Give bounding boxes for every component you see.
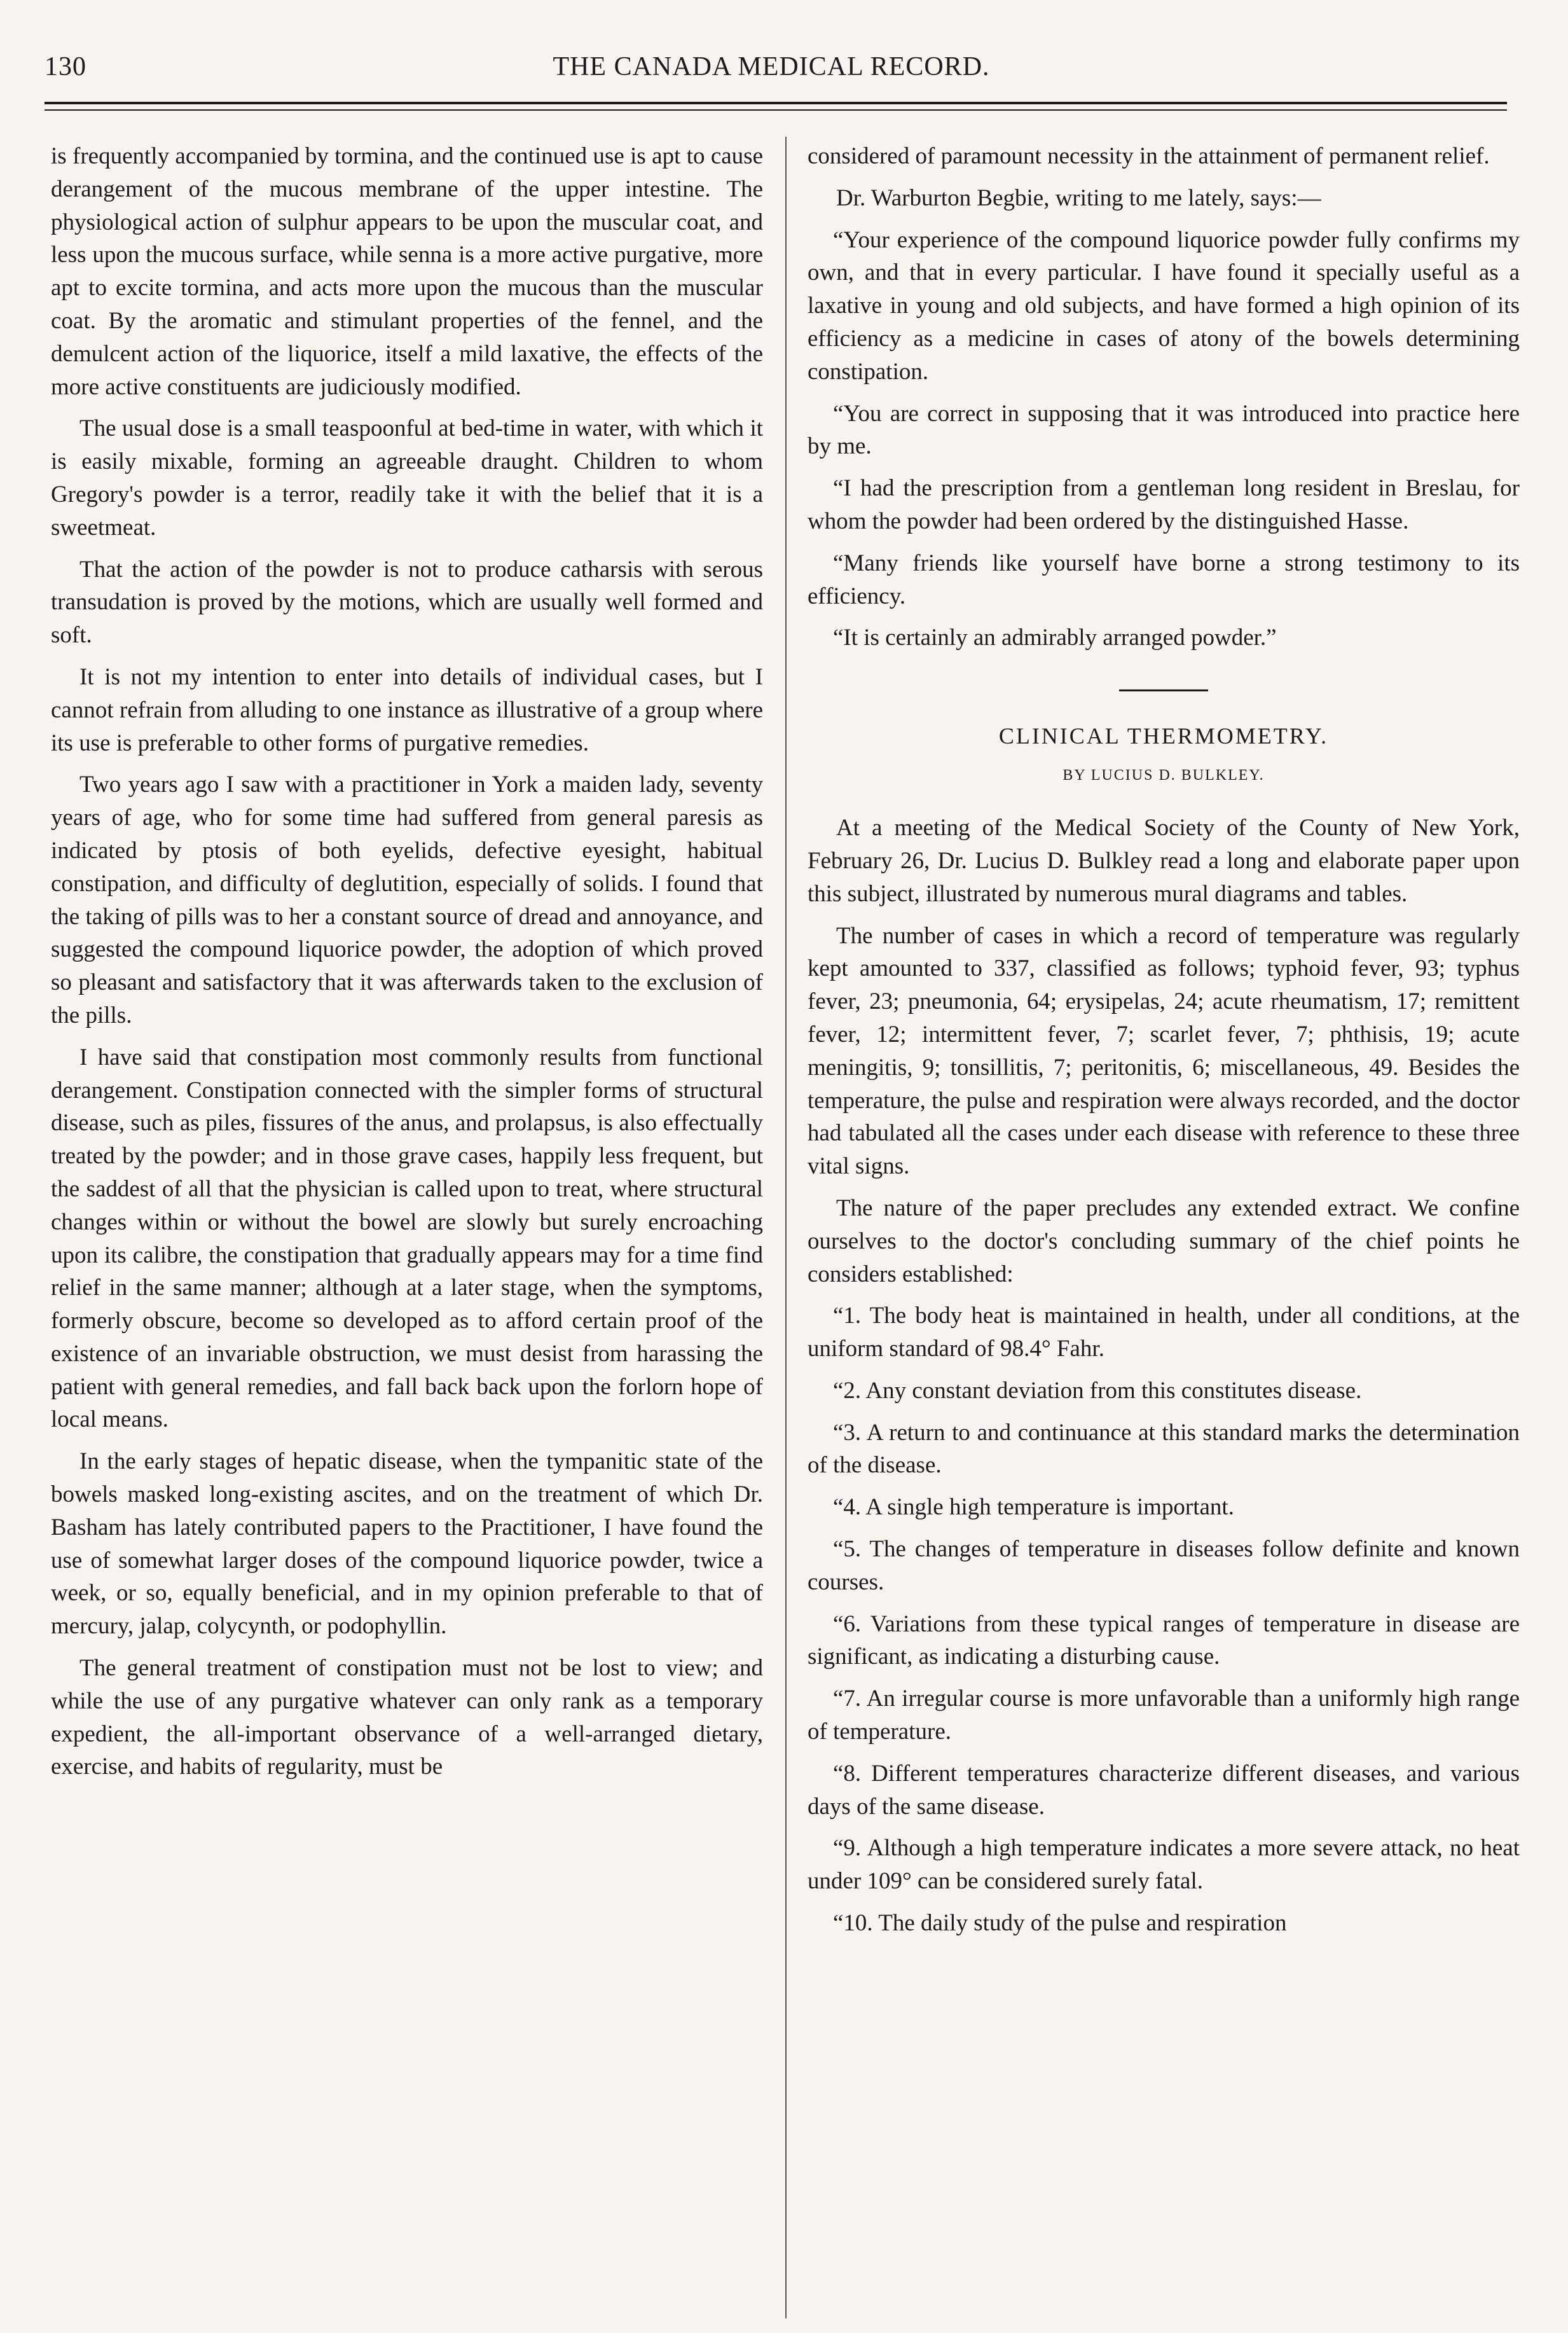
numbered-point: “10. The daily study of the pulse and respiration — [833, 1910, 1287, 1937]
right-column — [808, 140, 1520, 2315]
paragraph: I have said that constipation most commonly results from functional derangement. Constipation connected with the simpler forms of structural disease, such as piles, fissures of the anus, and prolapsus, is also effectually treated by the powder; and in those grave cases, happily less frequent, but the saddest of all that the physician is called upon to treat, where structural changes within or without the bowel are slowly but surely encroaching upon its calibre, the constipation that gradually appears may for a time find relief in the same manner; although at a later stage, when the symptoms, formerly obscure, become so developed as to afford certain proof of the existence of an invariable obstruction, we must desist from harassing the patient with general remedies, and fall back back upon the forlorn hope of local means. — [51, 1044, 763, 1433]
paragraph: That the action of the powder is not to produce catharsis with serous transudation is proved by the motions, which are usually well formed and soft. — [51, 556, 763, 649]
paragraph: It is not my intention to enter into details of individual cases, but I cannot refrain from alluding to one instance as illustrative of a group where its use is preferable to other forms of purgative remedies. — [51, 663, 763, 756]
page-number: 130 — [45, 52, 86, 81]
article-byline: BY LUCIUS D. BULKLEY. — [1063, 766, 1265, 784]
paragraph: In the early stages of hepatic disease, when the tympanitic state of the bowels masked long-existing ascites, and on the treatment of which Dr. Basham has lately contributed papers to the Practitioner, I have found the use of somewhat larger doses of the compound liquorice powder, twice a week, or so, equally beneficial, and in my opinion preferable to that of mercury, jalap, colycynth, or podophyllin. — [51, 1448, 763, 1640]
paragraph: The nature of the paper precludes any extended extract. We confine ourselves to the doctor's concluding summary of the chief points he considers established: — [808, 1194, 1520, 1287]
paragraph: The general treatment of constipation must not be lost to view; and while the use of any purgative whatever can only rank as a temporary expedient, the all-important observance of a well-arranged dietary, exercise, and habits of regularity, must be — [51, 1655, 763, 1780]
numbered-point: “3. A return to and continuance at this standard marks the determination of the disease. — [808, 1419, 1520, 1479]
paragraph: The number of cases in which a record of temperature was regularly kept amounted to 337, classified as follows; typhoid fever, 93; typhus fever, 23; pneumonia, 64; erysipelas, 24; acute rheumatism, 17; remittent fever, 12; intermittent fever, 7; scarlet fever, 7; phthisis, 19; acute meningitis, 9; tonsillitis, 7; peritonitis, 6; miscellaneous, 49. Besides the temperature, the pulse and respiration were always recorded, and the doctor had tabulated all the cases under each disease with reference to these three vital signs. — [808, 922, 1520, 1180]
quote-paragraph: “Many friends like yourself have borne a strong testimony to its efficiency. — [808, 550, 1520, 609]
header-rule-thick — [45, 102, 1507, 104]
numbered-point: “8. Different temperatures characterize different diseases, and various days of the same disease. — [808, 1760, 1520, 1820]
section-rule — [1119, 689, 1208, 691]
quote-paragraph: “It is certainly an admirably arranged powder.” — [833, 625, 1277, 651]
column-divider — [785, 137, 787, 2318]
paragraph: considered of paramount necessity in the attainment of permanent relief. — [808, 143, 1490, 169]
paragraph: is frequently accompanied by tormina, and the continued use is apt to cause derangement of the mucous membrane of the upper intestine. The physiological action of sulphur appears to be upon the muscular coat, and less upon the mucous surface, while senna is a more active purgative, more apt to excite tormina, and acts more upon the mucous than the muscular coat. By the aromatic and stimulant properties of the fennel, and the demulcent action of the liquorice, itself a mild laxative, the effects of the more active constituents are judiciously modified. — [51, 143, 763, 400]
article-title: CLINICAL THERMOMETRY. — [998, 723, 1329, 749]
journal-title: THE CANADA MEDICAL RECORD. — [553, 52, 990, 81]
numbered-point: “9. Although a high temperature indicates a more severe attack, no heat under 109° can be considered surely fatal. — [808, 1835, 1520, 1895]
numbered-point: “1. The body heat is maintained in health, under all conditions, at the uniform standard of 98.4° Fahr. — [808, 1303, 1520, 1362]
paragraph: The usual dose is a small teaspoonful at bed-time in water, with which it is easily mixable, forming an agreeable draught. Children to whom Gregory's powder is a terror, readily take it with the belief that it is a sweetmeat. — [51, 415, 763, 541]
numbered-point: “6. Variations from these typical ranges of temperature in disease are significant, as indicating a disturbing cause. — [808, 1610, 1520, 1670]
left-column — [51, 140, 763, 2315]
numbered-point: “5. The changes of temperature in diseases follow definite and known courses. — [808, 1536, 1520, 1595]
paragraph: At a meeting of the Medical Society of the County of New York, February 26, Dr. Lucius D. Bulkley read a long and elaborate paper upon this subject, illustrated by numerous mural diagrams and tables. — [808, 815, 1520, 907]
numbered-point: “2. Any constant deviation from this constitutes disease. — [833, 1377, 1362, 1404]
paragraph: Two years ago I saw with a practitioner in York a maiden lady, seventy years of age, who for some time had suffered from general paresis as indicated by ptosis of both eyelids, defective eyesight, habitual constipation, and difficulty of deglutition, especially of solids. I found that the taking of pills was to her a constant source of dread and annoyance, and suggested the compound liquorice powder, the adoption of which proved so pleasant and satisfactory that it was afterwards taken to the exclusion of the pills. — [51, 772, 763, 1028]
numbered-point: “7. An irregular course is more unfavorable than a uniformly high range of temperature. — [808, 1686, 1520, 1745]
quote-paragraph: “I had the prescription from a gentleman long resident in Breslau, for whom the powder had been ordered by the distinguished Hasse. — [808, 475, 1520, 534]
quote-paragraph: “Your experience of the compound liquorice powder fully confirms my own, and that in every particular. I have found it specially useful as a laxative in young and old subjects, and have formed a high opinion of its efficiency as a medicine in cases of atony of the bowels determining constipation. — [808, 226, 1520, 385]
header-rule-thin — [45, 109, 1507, 111]
quote-paragraph: “You are correct in supposing that it was introduced into practice here by me. — [808, 400, 1520, 460]
running-header — [45, 48, 1507, 86]
paragraph: Dr. Warburton Begbie, writing to me lately, says:— — [836, 184, 1321, 211]
numbered-point: “4. A single high temperature is important. — [833, 1494, 1234, 1521]
